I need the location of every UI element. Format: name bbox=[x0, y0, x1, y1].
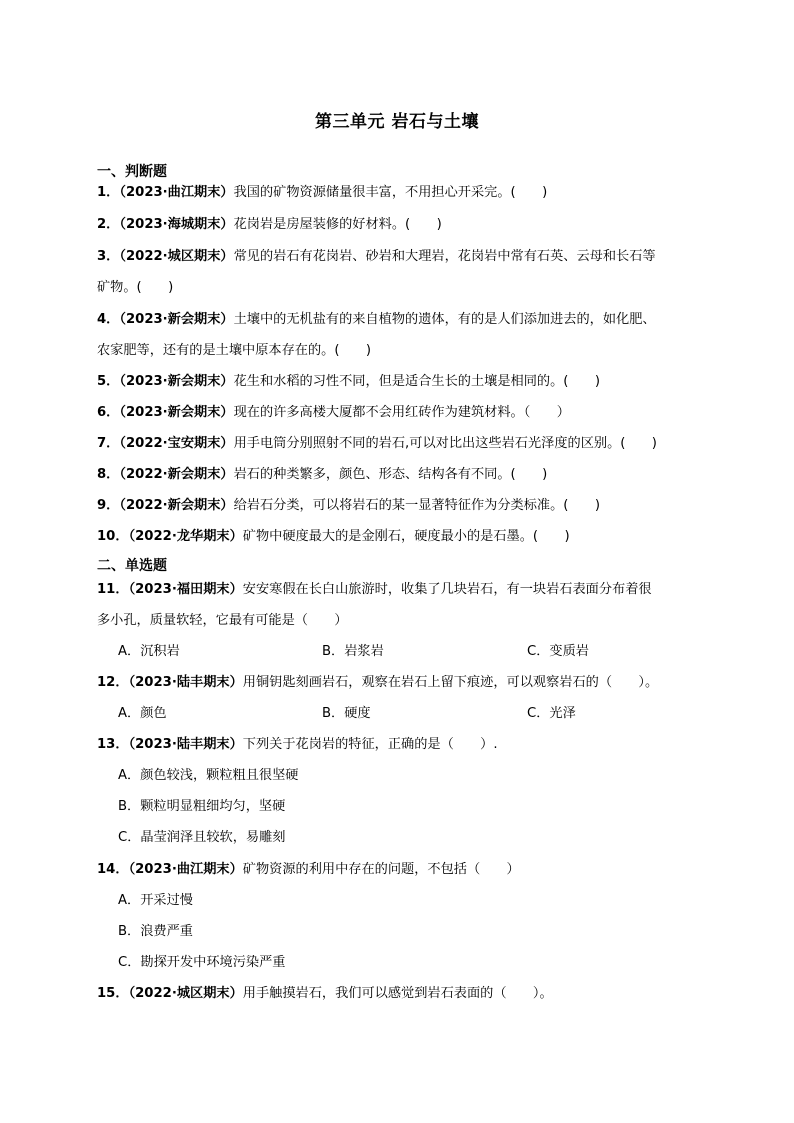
section-heading-single-choice: 二、单选题 bbox=[97, 558, 167, 574]
question-4 bbox=[97, 311, 717, 329]
question-number: 1． bbox=[97, 185, 120, 200]
question-5 bbox=[97, 373, 717, 391]
option-a: A．沉积岩 bbox=[118, 644, 180, 659]
question-source: （2023·陆丰期末） bbox=[128, 675, 243, 690]
question-text: 用手触摸岩石，我们可以感觉到岩石表面的（ ）。 bbox=[242, 986, 553, 1001]
question-text: 给岩石分类，可以将岩石的某一显著特征作为分类标准。( ) bbox=[233, 498, 600, 513]
question-source: （2023·海城期末） bbox=[119, 217, 234, 232]
question-text: 下列关于花岗岩的特征，正确的是（ ）. bbox=[242, 737, 498, 752]
option-c: C．光泽 bbox=[527, 706, 576, 721]
option-b: B．浪费严重 bbox=[118, 924, 193, 939]
question-10 bbox=[97, 528, 717, 546]
question-source: （2023·新会期末） bbox=[119, 312, 234, 327]
option-b: B．岩浆岩 bbox=[322, 644, 384, 659]
question-text: 常见的岩石有花岗岩、砂岩和大理岩，花岗岩中常有石英、云母和长石等 bbox=[233, 249, 656, 264]
question-1 bbox=[97, 184, 717, 202]
question-source: （2022·宝安期末） bbox=[119, 436, 234, 451]
question-number: 9． bbox=[97, 498, 120, 513]
question-14 bbox=[97, 861, 717, 879]
question-text: 安安寒假在长白山旅游时，收集了几块岩石，有一块岩石表面分布着很 bbox=[242, 582, 652, 597]
question-number: 15． bbox=[97, 986, 129, 1001]
option-a: A．开采过慢 bbox=[118, 893, 193, 908]
option-a: A．颜色较浅，颗粒粗且很坚硬 bbox=[118, 768, 299, 783]
question-text: 花生和水稻的习性不同，但是适合生长的土壤是相同的。( ) bbox=[233, 374, 600, 389]
question-source: （2022·城区期末） bbox=[128, 986, 243, 1001]
question-number: 2． bbox=[97, 217, 120, 232]
question-11-continuation: 多小孔，质量软轻，它最有可能是（ ） bbox=[97, 613, 348, 628]
question-9 bbox=[97, 497, 717, 515]
question-source: （2022·新会期末） bbox=[119, 498, 234, 513]
question-number: 7． bbox=[97, 436, 120, 451]
question-text: 现在的许多高楼大厦都不会用红砖作为建筑材料。（ ） bbox=[233, 405, 570, 420]
question-source: （2023·曲江期末） bbox=[119, 185, 234, 200]
option-c: C．晶莹润泽且较软，易雕刻 bbox=[118, 830, 286, 845]
question-source: （2022·新会期末） bbox=[119, 467, 234, 482]
question-text: 我国的矿物资源储量很丰富，不用担心开采完。( ) bbox=[233, 185, 548, 200]
question-source: （2023·陆丰期末） bbox=[128, 737, 243, 752]
question-3 bbox=[97, 248, 717, 266]
question-number: 11． bbox=[97, 582, 129, 597]
page-title: 第三单元 岩石与土壤 bbox=[315, 112, 479, 132]
question-8 bbox=[97, 466, 717, 484]
question-number: 4． bbox=[97, 312, 120, 327]
question-text: 矿物中硬度最大的是金刚石，硬度最小的是石墨。( ) bbox=[242, 529, 570, 544]
question-6 bbox=[97, 404, 717, 422]
section-heading-judge: 一、判断题 bbox=[97, 164, 167, 180]
question-2 bbox=[97, 216, 717, 234]
question-number: 3． bbox=[97, 249, 120, 264]
question-text: 用铜钥匙刻画岩石，观察在岩石上留下痕迹，可以观察岩石的（ ）。 bbox=[242, 675, 659, 690]
question-12 bbox=[97, 674, 717, 692]
question-7 bbox=[97, 435, 717, 453]
question-11 bbox=[97, 581, 717, 599]
question-source: （2023·曲江期末） bbox=[128, 862, 243, 877]
option-b: B．硬度 bbox=[322, 706, 371, 721]
option-a: A．颜色 bbox=[118, 706, 167, 721]
question-13 bbox=[97, 736, 717, 754]
question-text: 矿物资源的利用中存在的问题，不包括（ ） bbox=[242, 862, 520, 877]
question-number: 13． bbox=[97, 737, 129, 752]
question-4-continuation: 农家肥等，还有的是土壤中原本存在的。( ) bbox=[97, 343, 372, 358]
question-number: 14． bbox=[97, 862, 129, 877]
option-c: C．变质岩 bbox=[527, 644, 589, 659]
question-3-continuation: 矿物。( ) bbox=[97, 280, 174, 295]
question-source: （2023·福田期末） bbox=[128, 582, 243, 597]
question-number: 5． bbox=[97, 374, 120, 389]
question-source: （2023·新会期末） bbox=[119, 374, 234, 389]
question-text: 用手电筒分别照射不同的岩石,可以对比出这些岩石光泽度的区别。( ) bbox=[233, 436, 657, 451]
question-source: （2023·新会期末） bbox=[119, 405, 234, 420]
question-number: 10． bbox=[97, 529, 129, 544]
question-15 bbox=[97, 985, 717, 1003]
option-b: B．颗粒明显粗细均匀，坚硬 bbox=[118, 799, 286, 814]
question-text: 花岗岩是房屋装修的好材料。( ) bbox=[233, 217, 442, 232]
question-text: 土壤中的无机盐有的来自植物的遗体，有的是人们添加进去的，如化肥、 bbox=[233, 312, 656, 327]
question-text: 岩石的种类繁多，颜色、形态、结构各有不同。( ) bbox=[233, 467, 548, 482]
question-source: （2022·龙华期末） bbox=[128, 529, 243, 544]
question-number: 6． bbox=[97, 405, 120, 420]
question-number: 8． bbox=[97, 467, 120, 482]
option-c: C．勘探开发中环境污染严重 bbox=[118, 955, 286, 970]
question-source: （2022·城区期末） bbox=[119, 249, 234, 264]
question-number: 12． bbox=[97, 675, 129, 690]
